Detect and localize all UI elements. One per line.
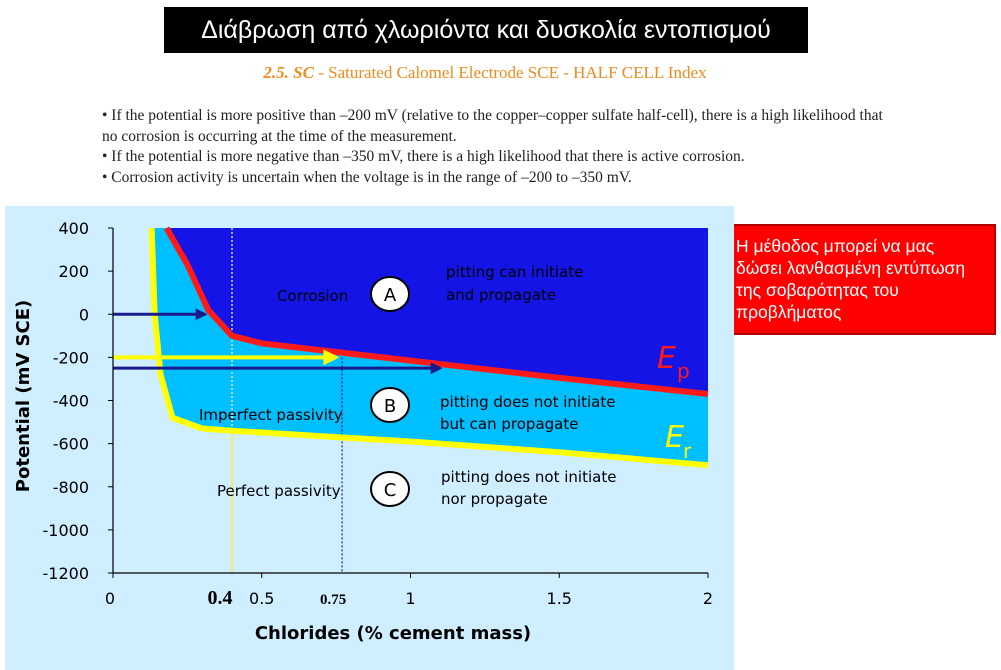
bullet-list [102, 106, 892, 188]
x-tick-label: 0 [104, 589, 116, 608]
slide-title: Διάβρωση από χλωριόντα και δυσκολία εντοπισμού [164, 7, 808, 53]
x-tick-label: 1 [405, 589, 416, 608]
x-axis-title: Chlorides (% cement mass) [254, 623, 532, 644]
y-tick-label: 200 [58, 262, 89, 282]
subtitle-code: 2.5. SC [263, 63, 314, 82]
y-tick-label: -200 [52, 348, 89, 368]
y-axis-title: Potential (mV SCE) [13, 299, 34, 493]
y-tick-label: 0 [78, 305, 89, 325]
region-c-name: Perfect passivity [217, 482, 341, 500]
region-a-letter: A [383, 285, 397, 306]
callout-box: Η μέθοδος μπορεί να μας δώσει λανθασμένη εντύπωση της σοβαρότητας του προβλήματος [722, 224, 996, 335]
y-tick-label: -600 [52, 434, 89, 454]
pourbaix-chart [0, 206, 735, 670]
x-tick-label: 1.5 [546, 589, 572, 608]
x-highlight-tick-label: 0.4 [207, 587, 233, 609]
x-tick-label: 2 [702, 589, 714, 608]
er-label-subscript: r [683, 439, 692, 463]
bullet-item: • If the potential is more negative than –350 mV, there is a high likelihood that there is active corrosion. [102, 148, 745, 165]
y-tick-label: -400 [52, 391, 89, 411]
region-a-name: Corrosion [277, 287, 349, 305]
region-c-note: nor propagate [441, 490, 548, 508]
region-b-letter: B [383, 396, 397, 417]
region-a-note: and propagate [446, 286, 557, 304]
er-label: E [665, 420, 684, 455]
subtitle-text: - Saturated Calomel Electrode SCE - HALF CELL Index [313, 63, 707, 82]
y-tick-label: -1200 [42, 564, 89, 583]
region-b-note: but can propagate [440, 415, 579, 433]
region-b-name: Imperfect passivity [199, 406, 343, 424]
region-c-note: pitting does not initiate [441, 468, 617, 486]
bullet-item: • Corrosion activity is uncertain when the voltage is in the range of –200 to –350 mV. [102, 168, 632, 186]
ep-label: E [657, 341, 676, 376]
bullet-item: • If the potential is more positive than –200 mV (relative to the copper–copper sulfate half-cell), there is a high likelihood that no corrosion is occurring at the time of the measurement. [102, 107, 883, 145]
ep-label-subscript: p [677, 359, 690, 383]
x-highlight-tick-label: 0.75 [320, 592, 347, 608]
region-b-note: pitting does not initiate [440, 393, 616, 411]
y-tick-label: -1000 [42, 520, 89, 540]
y-tick-label: 400 [58, 219, 89, 238]
region-c-letter: C [383, 480, 397, 501]
subtitle [0, 63, 970, 83]
region-a-note: pitting can initiate [446, 263, 584, 281]
x-tick-label: 0.5 [249, 589, 275, 608]
y-tick-label: -800 [52, 477, 89, 497]
